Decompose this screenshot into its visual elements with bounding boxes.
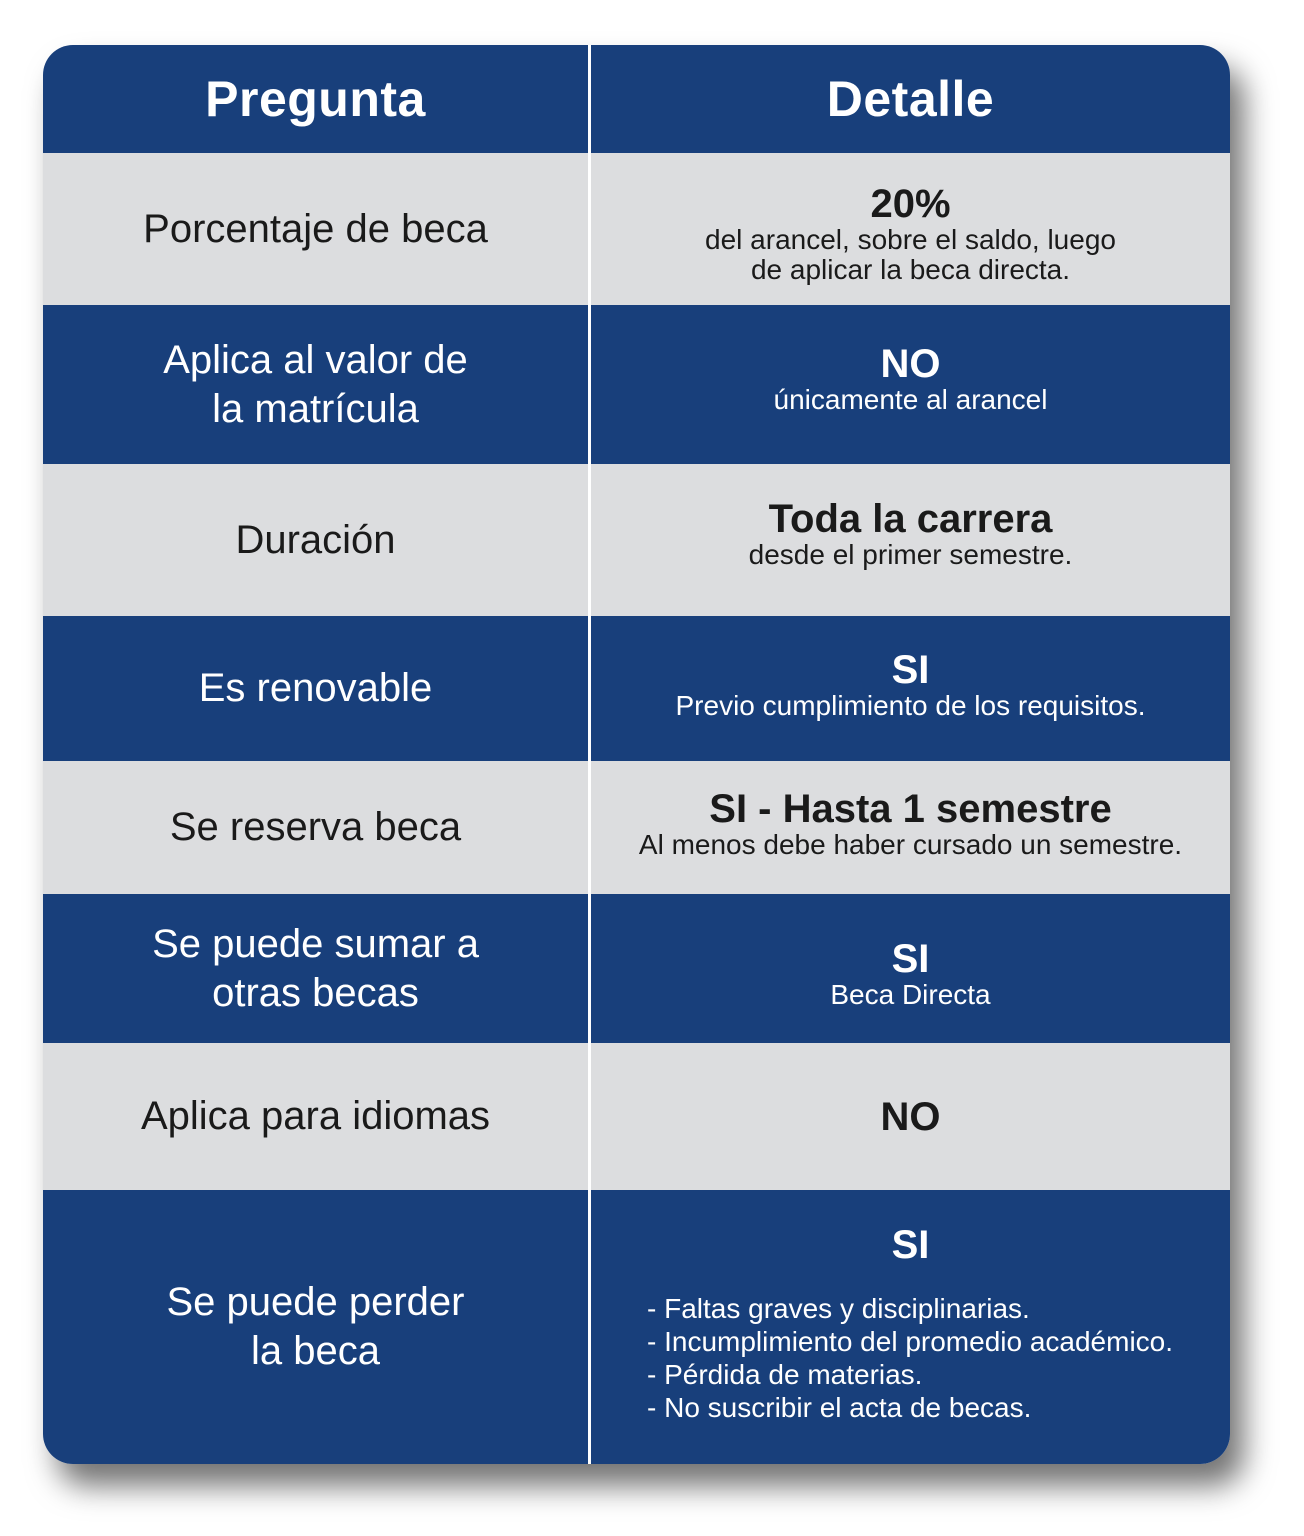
table-row [43,305,1230,464]
list-item: - Incumplimiento del promedio académico. [647,1326,1174,1357]
answer-sub: de aplicar la beca directa. [750,254,1071,285]
table-row [43,1190,1230,1464]
question-text: la beca [251,1329,380,1373]
answer-cell [591,1043,1230,1190]
table-row [43,894,1230,1043]
answer-sub: Beca Directa [830,978,991,1010]
answer-sub: Al menos debe haber cursado un semestre. [638,828,1183,860]
question-text: Duración [235,517,396,562]
question-cell [43,1190,588,1464]
answer-cell [591,1190,1230,1464]
scholarship-table [43,45,1230,1464]
question-text: Se reserva beca [169,805,462,849]
answer-sub: Previo cumplimiento de los requisitos. [675,689,1146,721]
answer-main: 20% [870,182,951,226]
loss-reasons-list [647,1292,1173,1424]
question-cell [43,616,588,761]
question-cell [43,464,588,616]
answer-main: NO [880,1094,941,1139]
question-cell [43,305,588,464]
answer-cell [591,153,1230,305]
list-item: - Faltas graves y disciplinarias. [647,1293,1030,1324]
question-text: la matrícula [212,386,419,431]
question-cell [43,894,588,1043]
question-text: Porcentaje de beca [143,206,488,251]
answer-main: NO [880,341,941,386]
header-cell-detalle [591,45,1230,153]
question-text: otras becas [212,970,419,1015]
header-title-pregunta: Pregunta [205,71,426,127]
question-cell [43,761,588,894]
answer-cell [591,305,1230,464]
answer-main: SI [891,647,930,692]
question-text: Aplica para idiomas [140,1094,491,1138]
question-text: Aplica al valor de [163,337,468,382]
header-cell-pregunta [43,45,588,153]
answer-main: SI - Hasta 1 semestre [709,786,1112,831]
answer-cell [591,894,1230,1043]
answer-sub: desde el primer semestre. [748,539,1073,570]
answer-cell [591,761,1230,894]
list-item: - No suscribir el acta de becas. [647,1392,1032,1423]
question-cell [43,1043,588,1190]
header-title-detalle: Detalle [826,71,995,127]
answer-main: SI [891,936,930,981]
answer-sub: únicamente al arancel [773,383,1048,415]
question-text: Se puede perder [166,1280,465,1324]
question-text: Se puede sumar a [152,921,479,966]
answer-sub: del arancel, sobre el saldo, luego [705,224,1116,255]
table-row [43,761,1230,894]
table-row [43,464,1230,616]
question-cell [43,153,588,305]
answer-cell [591,616,1230,761]
question-text: Es renovable [198,666,433,710]
table-row [43,153,1230,305]
answer-cell [591,464,1230,616]
list-item: - Pérdida de materias. [647,1359,923,1390]
answer-main: Toda la carrera [768,497,1053,541]
table-header [43,45,1230,153]
table-row [43,1043,1230,1190]
answer-main: SI [891,1223,930,1267]
table-row [43,616,1230,761]
